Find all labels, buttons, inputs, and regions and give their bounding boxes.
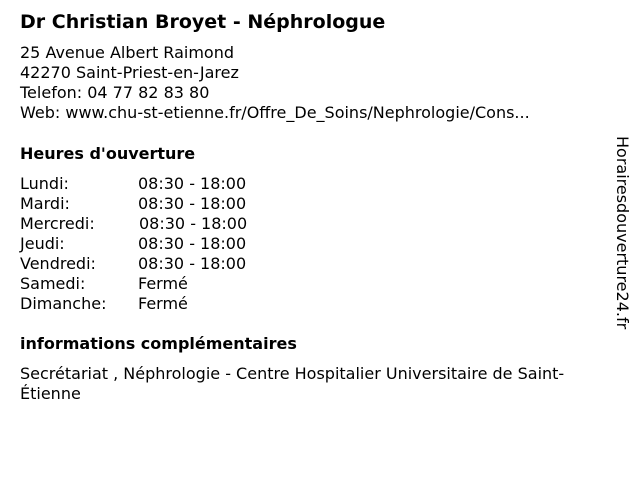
address-street: 25 Avenue Albert Raimond: [20, 43, 234, 62]
time-value: Fermé: [138, 294, 188, 313]
time-value: Fermé: [138, 274, 188, 293]
hours-heading: Heures d'ouverture: [20, 144, 196, 163]
day-label: Lundi:: [20, 174, 69, 193]
day-label: Mercredi:: [20, 214, 95, 233]
page-title: Dr Christian Broyet - Néphrologue: [20, 11, 386, 33]
day-label: Dimanche:: [20, 294, 107, 313]
day-label: Mardi:: [20, 194, 70, 213]
time-value: 08:30 - 18:00: [138, 234, 247, 253]
time-value: 08:30 - 18:00: [139, 214, 248, 233]
contact-block: [20, 43, 530, 123]
brand-text: Horairesdouverture24.fr: [613, 136, 632, 330]
info-text: Secrétariat , Néphrologie - Centre Hospitalier Universitaire de Saint-Étienne: [20, 364, 565, 403]
address-city: 42270 Saint-Priest-en-Jarez: [20, 63, 239, 82]
phone-number[interactable]: Telefon: 04 77 82 83 80: [20, 83, 210, 102]
time-value: 08:30 - 18:00: [138, 174, 247, 193]
day-label: Vendredi:: [20, 254, 96, 273]
info-heading: informations complémentaires: [20, 334, 297, 353]
day-label: Jeudi:: [20, 234, 65, 253]
website-link[interactable]: Web: www.chu-st-etienne.fr/Offre_De_Soins/Nephrologie/Cons...: [20, 103, 530, 122]
brand-watermark: [612, 136, 632, 344]
time-value: 08:30 - 18:00: [138, 254, 247, 273]
time-value: 08:30 - 18:00: [138, 194, 247, 213]
day-label: Samedi:: [20, 274, 86, 293]
